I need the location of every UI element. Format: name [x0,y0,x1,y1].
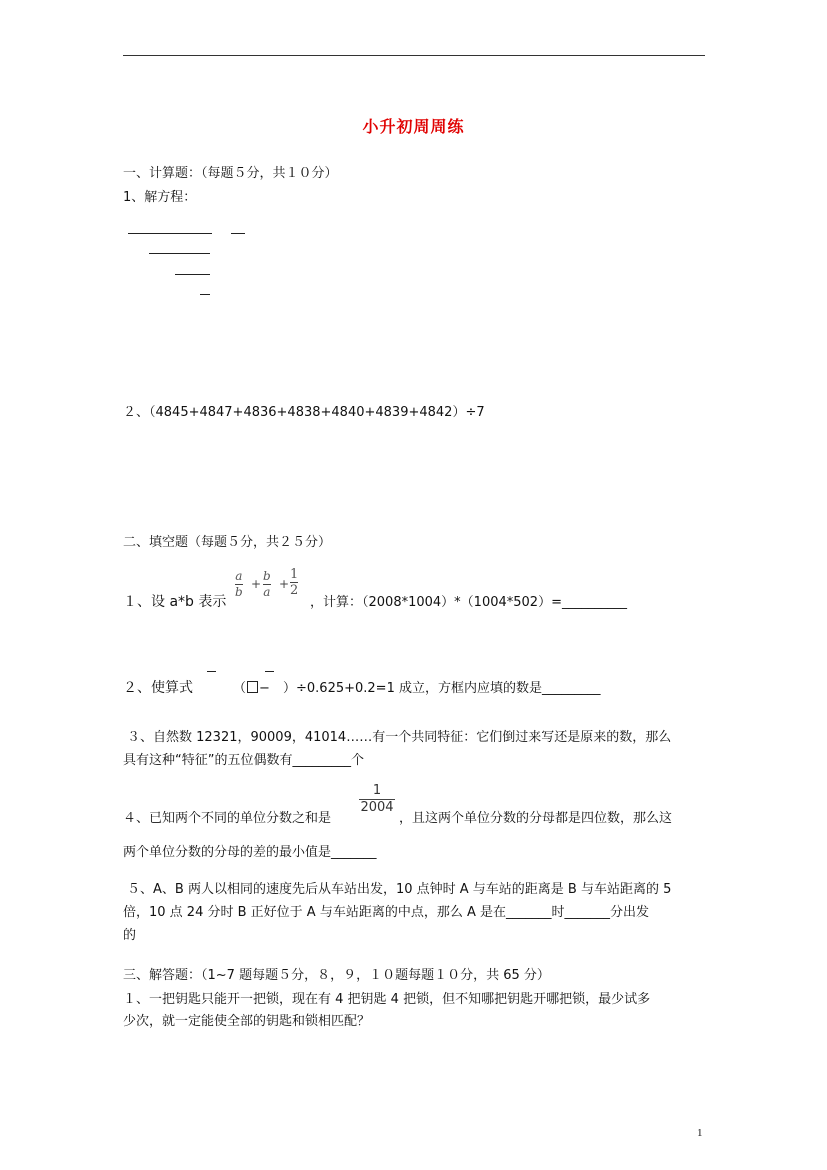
fraction-1-over-2004 [359,784,395,815]
section-1-heading: 一、计算题：（每题５分，共１０分） [123,166,338,181]
fraction-numerator: a [235,569,243,583]
sec2-q2-prefix: ２、使算式 [123,680,193,696]
section-2-heading: 二、填空题（每题５分，共２５分） [123,535,332,550]
sec2-q4-suffix: ，且这两个单位分数的分母都是四位数，那么这 [399,811,673,826]
sec2-q4-line2: 两个单位分数的分母的差的最小值是_______ [123,845,377,860]
page-title: 小升初周周练 [362,117,465,136]
sec2-q5-line1: ５、A、B 两人以相同的速度先后从车站出发，10 点钟时 A 与车站的距离是 B 与车站距离的 5 [127,882,672,897]
sec3-q1-line1: １、一把钥匙只能开一把锁，现在有 4 把钥匙 4 把锁，但不知哪把钥匙开哪把锁，最少试多 [123,992,651,1007]
sec2-q5-line2: 倍，10 点 24 分时 B 正好位于 A 与车站距离的中点，那么 A 是在_______时_______分出发 [123,905,649,920]
sec2-q4-prefix: ４、已知两个不同的单位分数之和是 [123,811,332,826]
fraction-denominator: 2004 [360,800,394,815]
plus-sign: + [279,577,290,591]
plus-sign: + [251,577,262,591]
sec3-q1-line2: 少次，就一定能使全部的钥匙和锁相匹配？ [123,1014,371,1029]
fraction-numerator: 1 [372,783,382,798]
sec2-q2-rest: ）÷0.625+0.2=1 成立，方框内应填的数是_________ [283,681,601,696]
answer-box [247,681,258,693]
fraction-denominator: 2 [290,583,299,598]
fraction-numerator: b [263,569,271,583]
sec2-q3-line2: 具有这种“特征”的五位偶数有_________个 [123,753,364,768]
minus-sign: − [259,681,270,696]
sec2-q1-prefix: １、设 a*b 表示 [123,594,227,610]
sec1-q1-label: 1、解方程： [123,190,197,205]
sec2-q1-suffix: ，计算：（2008*1004）*（1004*502）=__________ [310,595,627,610]
equation-fraction-line [149,253,210,254]
open-paren: （ [233,681,247,696]
sec2-q3-line1: ３、自然数 12321，90009，41014……有一个共同特征：它们倒过来写还是原来的数，那么 [127,730,672,745]
equation-fraction-line [175,274,210,275]
fraction-bar [265,671,274,672]
section-3-heading: 三、解答题：（1~7 题每题５分，８，９，１０题每题１０分，共 65 分） [123,968,550,983]
fraction-bar [207,671,216,672]
fraction-b-over-a [263,570,271,599]
sec2-q5-line3: 的 [123,928,137,943]
page-number: 1 [697,1127,703,1139]
fraction-a-over-b [235,570,243,599]
equation-fraction-line [200,294,210,295]
sec2-q2-expression [233,681,270,697]
header-rule [123,55,705,56]
fraction-denominator: a [263,585,271,599]
sec1-q2: ２、（4845+4847+4836+4838+4840+4839+4842）÷7 [123,405,485,420]
equation-fraction-line [231,233,245,234]
fraction-one-half [290,568,298,597]
equation-fraction-line [128,233,212,234]
fraction-numerator: 1 [290,567,299,582]
fraction-denominator: b [235,585,243,599]
